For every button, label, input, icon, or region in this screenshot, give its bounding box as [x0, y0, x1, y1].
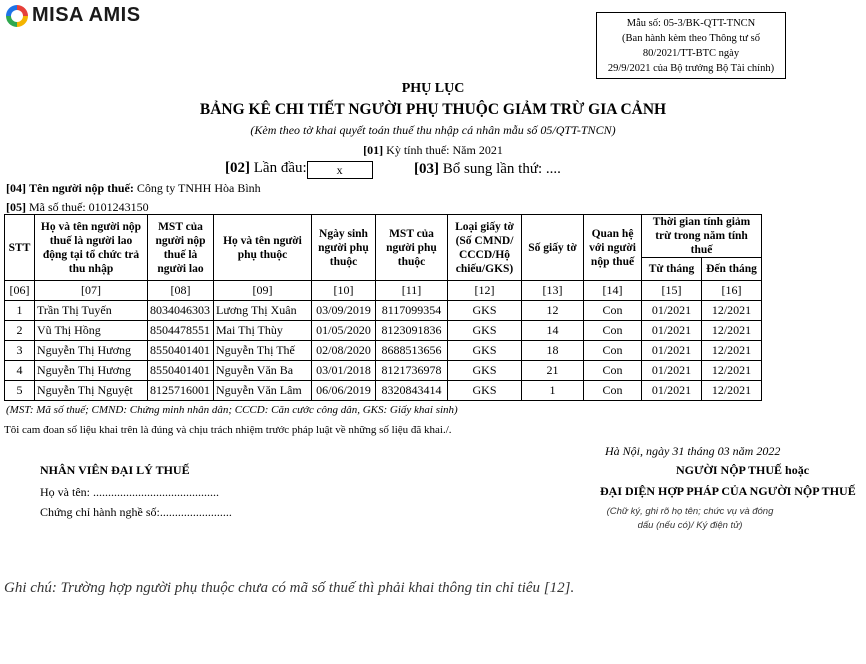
cell-dependent-name: Nguyễn Văn Lâm [214, 381, 312, 401]
cell-stt: 2 [5, 321, 35, 341]
cell-dependent-mst: 8123091836 [376, 321, 448, 341]
header-deduction-period: Thời gian tính giảm trừ trong năm tính thuế [642, 215, 762, 258]
first-time-label: Lần đầu: [253, 160, 307, 176]
taxpayer-label: Tên người nộp thuế: [29, 181, 134, 195]
table-row [5, 361, 762, 381]
date-place: Hà Nội, ngày 31 tháng 03 năm 2022 [605, 444, 781, 458]
cell-document-number: 12 [522, 301, 584, 321]
signature-instructions [600, 505, 780, 533]
header-to-month: Đến tháng [702, 258, 762, 281]
tax-period-code: [01] [363, 143, 384, 157]
code-cell: [15] [642, 281, 702, 301]
cell-taxpayer-name: Nguyễn Thị Hương [35, 361, 148, 381]
cell-taxpayer-mst: 8034046303 [148, 301, 214, 321]
supplement-row [414, 161, 561, 178]
tax-period-value: Năm 2021 [452, 143, 503, 157]
cell-from-month: 01/2021 [642, 321, 702, 341]
header-from-month: Từ tháng [642, 258, 702, 281]
cell-to-month: 12/2021 [702, 361, 762, 381]
taxpayer-name-row [6, 181, 261, 196]
cell-document-type: GKS [448, 301, 522, 321]
cell-taxpayer-mst: 8550401401 [148, 361, 214, 381]
code-cell: [13] [522, 281, 584, 301]
cell-dependent-mst: 8121736978 [376, 361, 448, 381]
agent-title: NHÂN VIÊN ĐẠI LÝ THUẾ [40, 463, 190, 477]
cell-dependent-mst: 8320843414 [376, 381, 448, 401]
page-title: PHỤ LỤC [401, 81, 465, 96]
cell-dob: 02/08/2020 [312, 341, 376, 361]
signature-note-line: (Chữ ký, ghi rõ họ tên; chức vụ và đóng [606, 506, 774, 517]
table-row [5, 341, 762, 361]
cell-document-number: 1 [522, 381, 584, 401]
cell-relationship: Con [584, 361, 642, 381]
cell-dob: 01/05/2020 [312, 321, 376, 341]
tax-period-label: Kỳ tính thuế: [386, 143, 450, 157]
cell-dob: 03/09/2019 [312, 301, 376, 321]
cell-to-month: 12/2021 [702, 301, 762, 321]
dependents-table [4, 214, 762, 401]
tax-id-row [6, 200, 149, 215]
taxpayer-code: [04] [6, 181, 26, 195]
code-cell: [07] [35, 281, 148, 301]
first-time-row [225, 160, 373, 179]
header-dependent-name: Họ và tên người phụ thuộc [214, 215, 312, 281]
table-code-row [5, 281, 762, 301]
form-info-line: 80/2021/TT-BTC ngày [642, 48, 740, 59]
code-cell: [12] [448, 281, 522, 301]
footer-note: Ghi chú: Trường hợp người phụ thuộc chưa có mã số thuế thì phải khai thông tin chỉ tiêu [12]. [4, 580, 575, 596]
taxpayer-value: Công ty TNHH Hòa Bình [136, 181, 261, 195]
cell-document-type: GKS [448, 361, 522, 381]
cell-taxpayer-mst: 8504478551 [148, 321, 214, 341]
form-info-line: (Ban hành kèm theo Thông tư số [622, 33, 760, 44]
cell-relationship: Con [584, 321, 642, 341]
signature-note-line: dấu (nếu có)/ Ký điện tử) [637, 520, 743, 531]
cell-document-number: 21 [522, 361, 584, 381]
code-cell: [16] [702, 281, 762, 301]
header-taxpayer-mst: MST của người nộp thuế là người lao [148, 215, 214, 281]
header-document-type: Loại giấy tờ (Số CMND/ CCCD/Hộ chiếu/GKS) [448, 215, 522, 281]
supplement-label: Bổ sung lần thứ: .... [442, 161, 561, 177]
cell-stt: 1 [5, 301, 35, 321]
agent-name-field: Họ và tên: .......................................... [40, 485, 219, 499]
cell-dependent-name: Mai Thị Thùy [214, 321, 312, 341]
cell-dependent-name: Nguyễn Thị Thế [214, 341, 312, 361]
misa-logo-icon [6, 5, 28, 27]
first-time-checkbox[interactable]: x [307, 161, 373, 179]
cell-from-month: 01/2021 [642, 341, 702, 361]
table-row [5, 301, 762, 321]
code-cell: [06] [5, 281, 35, 301]
cell-dependent-name: Lương Thị Xuân [214, 301, 312, 321]
cell-dob: 03/01/2018 [312, 361, 376, 381]
cell-taxpayer-name: Vũ Thị Hồng [35, 321, 148, 341]
cell-to-month: 12/2021 [702, 381, 762, 401]
header-relationship: Quan hệ với người nộp thuế [584, 215, 642, 281]
cell-from-month: 01/2021 [642, 301, 702, 321]
cell-relationship: Con [584, 381, 642, 401]
cell-document-type: GKS [448, 341, 522, 361]
cell-stt: 5 [5, 381, 35, 401]
cell-taxpayer-mst: 8550401401 [148, 341, 214, 361]
cell-document-number: 18 [522, 341, 584, 361]
header-stt: STT [5, 215, 35, 281]
table-header-row [5, 215, 762, 258]
form-info-box [596, 12, 786, 79]
table-row [5, 321, 762, 341]
cell-taxpayer-name: Nguyễn Thị Nguyệt [35, 381, 148, 401]
cell-taxpayer-name: Nguyễn Thị Hương [35, 341, 148, 361]
form-info-line: 29/9/2021 của Bộ trưởng Bộ Tài chính) [607, 63, 775, 74]
supplement-code: [03] [414, 161, 439, 177]
cell-to-month: 12/2021 [702, 341, 762, 361]
cell-from-month: 01/2021 [642, 361, 702, 381]
commitment-text: Tôi cam đoan số liệu khai trên là đúng và chịu trách nhiệm trước pháp luật về những số liệu đã khai./. [4, 424, 452, 436]
header-document-number: Số giấy tờ [522, 215, 584, 281]
cell-relationship: Con [584, 341, 642, 361]
cell-stt: 4 [5, 361, 35, 381]
agent-cert-field: Chứng chỉ hành nghề số:........................ [40, 505, 232, 519]
header-taxpayer-name: Họ và tên người nộp thuế là người lao động tại tổ chức trả thu nhập [35, 215, 148, 281]
cell-document-type: GKS [448, 321, 522, 341]
tax-id-label: Mã số thuế: [29, 200, 86, 214]
cell-dependent-mst: 8688513656 [376, 341, 448, 361]
page-subtitle: BẢNG KÊ CHI TIẾT NGƯỜI PHỤ THUỘC GIẢM TRỪ GIA CẢNH [199, 101, 667, 118]
cell-document-number: 14 [522, 321, 584, 341]
code-cell: [08] [148, 281, 214, 301]
brand-name: MISA AMIS [32, 4, 141, 26]
cell-dependent-mst: 8117099354 [376, 301, 448, 321]
code-cell: [09] [214, 281, 312, 301]
subtitle-note: (Kèm theo tờ khai quyết toán thuế thu nhập cá nhân mẫu số 05/QTT-TNCN) [250, 123, 616, 137]
cell-taxpayer-name: Trần Thị Tuyến [35, 301, 148, 321]
table-row [5, 381, 762, 401]
first-time-code: [02] [225, 160, 250, 176]
code-cell: [11] [376, 281, 448, 301]
header-dob: Ngày sinh người phụ thuộc [312, 215, 376, 281]
code-cell: [14] [584, 281, 642, 301]
taxpayer-sign-title: NGƯỜI NỘP THUẾ hoặc [676, 463, 810, 477]
cell-relationship: Con [584, 301, 642, 321]
abbreviation-note: (MST: Mã số thuế; CMND: Chứng minh nhân dân; CCCD: Căn cước công dân, GKS: Giấy khai sinh) [6, 404, 458, 416]
cell-document-type: GKS [448, 381, 522, 401]
code-cell: [10] [312, 281, 376, 301]
cell-from-month: 01/2021 [642, 381, 702, 401]
cell-dob: 06/06/2019 [312, 381, 376, 401]
cell-taxpayer-mst: 8125716001 [148, 381, 214, 401]
cell-to-month: 12/2021 [702, 321, 762, 341]
tax-period [0, 143, 866, 158]
header-dependent-mst: MST của người phụ thuộc [376, 215, 448, 281]
taxpayer-sign-subtitle: ĐẠI DIỆN HỢP PHÁP CỦA NGƯỜI NỘP THUẾ [600, 484, 856, 498]
form-info-line: Mẫu số: 05-3/BK-QTT-TNCN [626, 18, 756, 29]
tax-id-value: 0101243150 [88, 200, 149, 214]
cell-stt: 3 [5, 341, 35, 361]
brand-logo [6, 4, 141, 27]
cell-dependent-name: Nguyễn Văn Ba [214, 361, 312, 381]
tax-id-code: [05] [6, 200, 26, 214]
